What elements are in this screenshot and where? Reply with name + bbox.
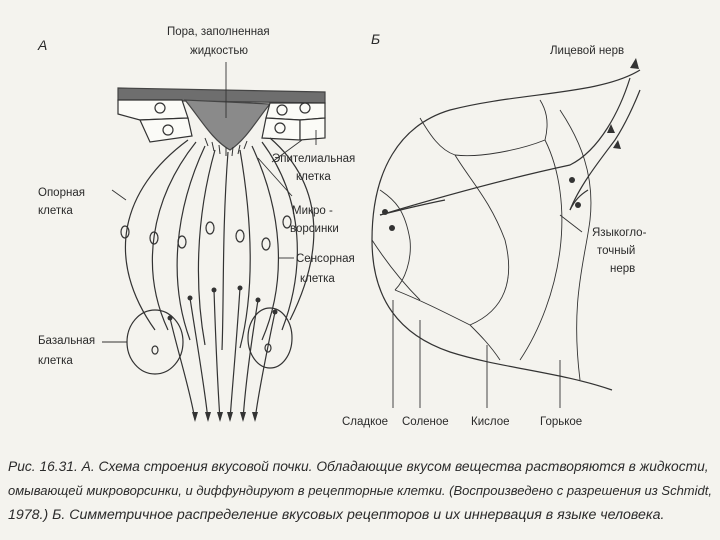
cell-nuclei (121, 216, 291, 250)
label-bitter: Горькое (540, 416, 583, 428)
facial-nerve (380, 78, 630, 215)
label-glosso-2: точный (597, 245, 636, 257)
panel-b-letter: Б (371, 31, 381, 47)
label-basal-1: Базальная (38, 335, 96, 347)
figure-caption (8, 455, 712, 527)
caption-line-3: 1978.) Б. Симметричное распределение вкусовых рецепторов и их иннервация в языке человека. (8, 507, 665, 523)
label-epithelial-2: клетка (296, 171, 331, 183)
glossopharyngeal-nerve (570, 90, 640, 210)
label-microvilli-2: ворсинки (290, 223, 339, 235)
label-sensory-2: клетка (300, 273, 335, 285)
caption-line-1: Рис. 16.31. А. Схема строения вкусовой почки. Обладающие вкусом вещества растворяются в жидкости, (8, 459, 709, 474)
epithelial-cells-left (118, 100, 192, 142)
label-support-1: Опорная (38, 187, 85, 199)
label-microvilli-1: Микро - (292, 205, 333, 217)
label-pore-2: жидкостью (190, 45, 249, 57)
panel-b-labels (342, 45, 647, 428)
caption-line-2: омывающей микроворсинки, и диффундируют в рецепторные клетки. (Воспроизведено с разрешения из Schmidt, (8, 483, 712, 498)
label-salty: Соленое (402, 416, 449, 428)
panel-a-letter: А (38, 37, 48, 53)
panel-a (37, 37, 325, 422)
taste-pore (185, 100, 270, 150)
label-glosso-1: Языкогло- (592, 227, 647, 239)
facial-nerve-branch (380, 200, 445, 215)
label-support-2: клетка (38, 205, 73, 217)
label-sweet: Сладкое (342, 416, 389, 428)
label-pore-1: Пора, заполненная (167, 26, 270, 38)
panel-a-labels (38, 26, 355, 367)
tongue-regions (372, 100, 591, 380)
basal-cells (127, 308, 292, 374)
panel-b-leaders (393, 215, 582, 408)
panel-b (371, 31, 640, 408)
label-glosso-3: нерв (610, 263, 636, 275)
label-sensory-1: Сенсорная (296, 253, 355, 265)
label-facial-nerve: Лицевой нерв (550, 45, 625, 57)
label-epithelial-1: Эпителиальная (272, 153, 356, 165)
label-basal-2: клетка (38, 355, 73, 367)
label-sour: Кислое (471, 416, 510, 428)
